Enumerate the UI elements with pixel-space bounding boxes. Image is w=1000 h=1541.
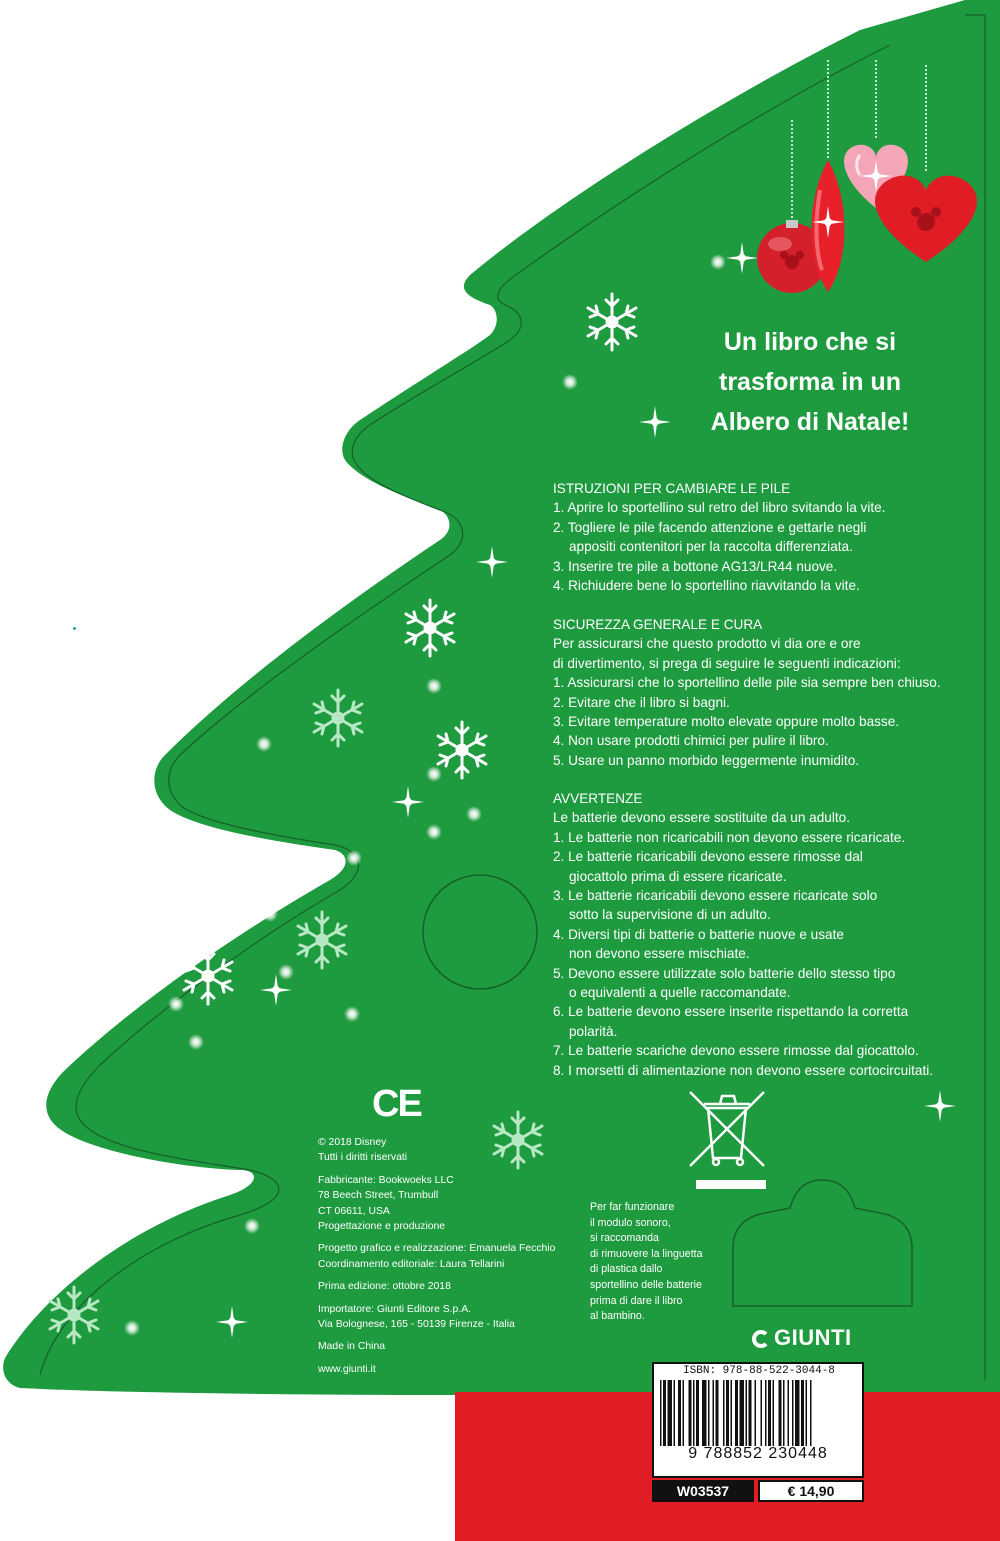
barcode-bar — [660, 1380, 662, 1446]
warning-line: 2. Le batterie ricaricabili devono essere rimosse dal — [553, 849, 863, 865]
safety-line: 1. Assicurarsi che lo sportellino delle pile sia sempre ben chiuso. — [553, 675, 941, 691]
credit-line: © 2018 Disney — [318, 1137, 387, 1148]
barcode-bar — [663, 1380, 666, 1446]
safety-line: di divertimento, si prega di seguire le seguenti indicazioni: — [553, 655, 901, 671]
barcode-bars — [660, 1380, 858, 1446]
credit-line: Prima edizione: ottobre 2018 — [318, 1281, 451, 1293]
credit-line: Made in China — [318, 1341, 386, 1353]
credit-line: Coordinamento editoriale: Laura Tellarini — [318, 1258, 505, 1270]
barcode-bar — [716, 1380, 719, 1446]
warnings-section — [553, 789, 973, 1080]
safety-line: 4. Non usare prodotti chimici per pulire il libro. — [553, 733, 829, 749]
barcode-bar — [783, 1380, 785, 1446]
note-line: sportellino delle batterie — [590, 1278, 702, 1291]
barcode-bar — [678, 1380, 681, 1446]
credits — [318, 1135, 588, 1377]
credit-line: Progetto grafico e realizzazione: Emanuela Fecchio — [318, 1243, 556, 1255]
barcode-bar — [779, 1380, 782, 1446]
headline-line: Un libro che si — [723, 328, 897, 356]
note-line: di plastica dallo — [590, 1263, 663, 1276]
product-code: W03537 — [652, 1480, 754, 1502]
barcode-bar — [795, 1380, 800, 1446]
instruction-line: 1. Aprire lo sportellino sul retro del libro svitando la vite. — [553, 500, 886, 516]
section-title: AVVERTENZE — [553, 791, 643, 806]
barcode-bar — [693, 1380, 695, 1446]
barcode-bar — [746, 1380, 748, 1446]
note-line: al bambino. — [590, 1310, 645, 1323]
barcode-bar — [726, 1380, 729, 1446]
headline — [640, 322, 980, 442]
barcode-bar — [674, 1380, 676, 1446]
barcode-bar — [810, 1380, 812, 1446]
note-line: di rimuovere la linguetta — [590, 1247, 703, 1260]
warning-line: 4. Diversi tipi di batterie o batterie nuove e usate — [553, 926, 844, 942]
product-code-row — [652, 1480, 864, 1502]
barcode-bar — [708, 1380, 710, 1446]
weee-bar — [696, 1180, 766, 1189]
note-line: il modulo sonoro, — [590, 1216, 671, 1229]
headline-line: trasforma in un — [719, 368, 901, 396]
barcode-bar — [683, 1380, 685, 1446]
barcode-bar — [765, 1380, 767, 1446]
warning-line: Le batterie devono essere sostituite da un adulto. — [553, 810, 850, 826]
giunti-logo-icon — [752, 1330, 770, 1348]
credit-line: CT 06611, USA — [318, 1205, 390, 1217]
barcode-bar — [689, 1380, 692, 1446]
ink-dot — [73, 627, 76, 630]
isbn-text: ISBN: 978-88-522-3044-8 — [683, 1365, 835, 1377]
warning-line: sotto la supervisione di un adulto. — [569, 907, 771, 923]
warning-line: 8. I morsetti di alimentazione non devono essere cortocircuitati. — [553, 1062, 934, 1078]
battery-instructions — [553, 479, 973, 595]
barcode-bar — [761, 1380, 763, 1446]
barcode-bar — [768, 1380, 771, 1446]
barcode-bar — [702, 1380, 707, 1446]
safety-section — [553, 615, 973, 770]
warning-line: 3. Le batterie ricaricabili devono essere ricaricate solo — [553, 888, 878, 904]
warning-line: 5. Devono essere utilizzate solo batterie dello stesso tipo — [553, 965, 896, 981]
safety-line: 2. Evitare che il libro si bagni. — [553, 694, 730, 710]
sound-note — [590, 1200, 740, 1325]
credit-line: www.giunti.it — [318, 1363, 376, 1375]
barcode-bar — [731, 1380, 733, 1446]
warning-line: giocattolo prima di essere ricaricate. — [569, 868, 787, 884]
warning-line: o equivalenti a quelle raccomandate. — [569, 985, 791, 1001]
credit-line: Importatore: Giunti Editore S.p.A. — [318, 1303, 472, 1315]
warning-line: 6. Le batterie devono essere inserite rispettando la corretta — [553, 1004, 909, 1020]
price: € 14,90 — [758, 1480, 864, 1502]
section-title: ISTRUZIONI PER CAMBIARE LE PILE — [553, 481, 791, 496]
safety-line: Per assicurarsi che questo prodotto vi dia ore e ore — [553, 636, 861, 652]
barcode-bar — [773, 1380, 775, 1446]
credit-line: Via Bolognese, 165 - 50139 Firenze - Italia — [318, 1319, 515, 1331]
barcode-bar — [755, 1380, 757, 1446]
barcode-bar — [696, 1380, 699, 1446]
barcode-bar — [735, 1380, 738, 1446]
warning-line: 7. Le batterie scariche devono essere rimosse dal giocattolo. — [553, 1043, 919, 1059]
warning-line: non devono essere mischiate. — [569, 946, 750, 962]
barcode-bar — [713, 1380, 715, 1446]
giunti-logo — [752, 1325, 852, 1351]
barcode-bar — [740, 1380, 745, 1446]
barcode-bar — [723, 1380, 725, 1446]
safety-line: 3. Evitare temperature molto elevate oppure molto basse. — [553, 714, 900, 730]
barcode-box — [652, 1362, 864, 1478]
barcode-bar — [668, 1380, 673, 1446]
note-line: si raccomanda — [590, 1232, 659, 1245]
safety-line: 5. Usare un panno morbido leggermente inumidito. — [553, 752, 860, 768]
barcode-bar — [749, 1380, 752, 1446]
ce-mark: CE — [372, 1083, 421, 1125]
barcode-digits: 9 788852 230448 — [688, 1445, 828, 1462]
credit-line: Tutti i diritti riservati — [318, 1152, 408, 1164]
barcode-bar — [806, 1380, 808, 1446]
instruction-line: 2. Togliere le pile facendo attenzione e gettarle negli — [553, 519, 867, 535]
warning-line: polarità. — [569, 1023, 618, 1039]
instruction-line: 4. Richiudere bene lo sportellino riavvitando la vite. — [553, 578, 860, 594]
credit-line: 78 Beech Street, Trumbull — [318, 1190, 439, 1202]
section-title: SICUREZZA GENERALE E CURA — [553, 617, 763, 632]
barcode-bar — [801, 1380, 804, 1446]
warning-line: 1. Le batterie non ricaricabili non devono essere ricaricate. — [553, 829, 906, 845]
instruction-line: 3. Inserire tre pile a bottone AG13/LR44 nuove. — [553, 558, 838, 574]
publisher-name: GIUNTI — [774, 1325, 852, 1350]
headline-line: Albero di Natale! — [710, 408, 910, 436]
note-line: Per far funzionare — [590, 1201, 675, 1213]
white-stripe — [530, 1388, 660, 1541]
credit-line: Progettazione e produzione — [318, 1221, 446, 1233]
credit-line: Fabbricante: Bookwoeks LLC — [318, 1174, 454, 1186]
note-line: prima di dare il libro — [590, 1294, 683, 1307]
barcode-bar — [792, 1380, 794, 1446]
instruction-line: appositi contenitori per la raccolta differenziata. — [569, 539, 853, 555]
barcode-bar — [788, 1380, 790, 1446]
